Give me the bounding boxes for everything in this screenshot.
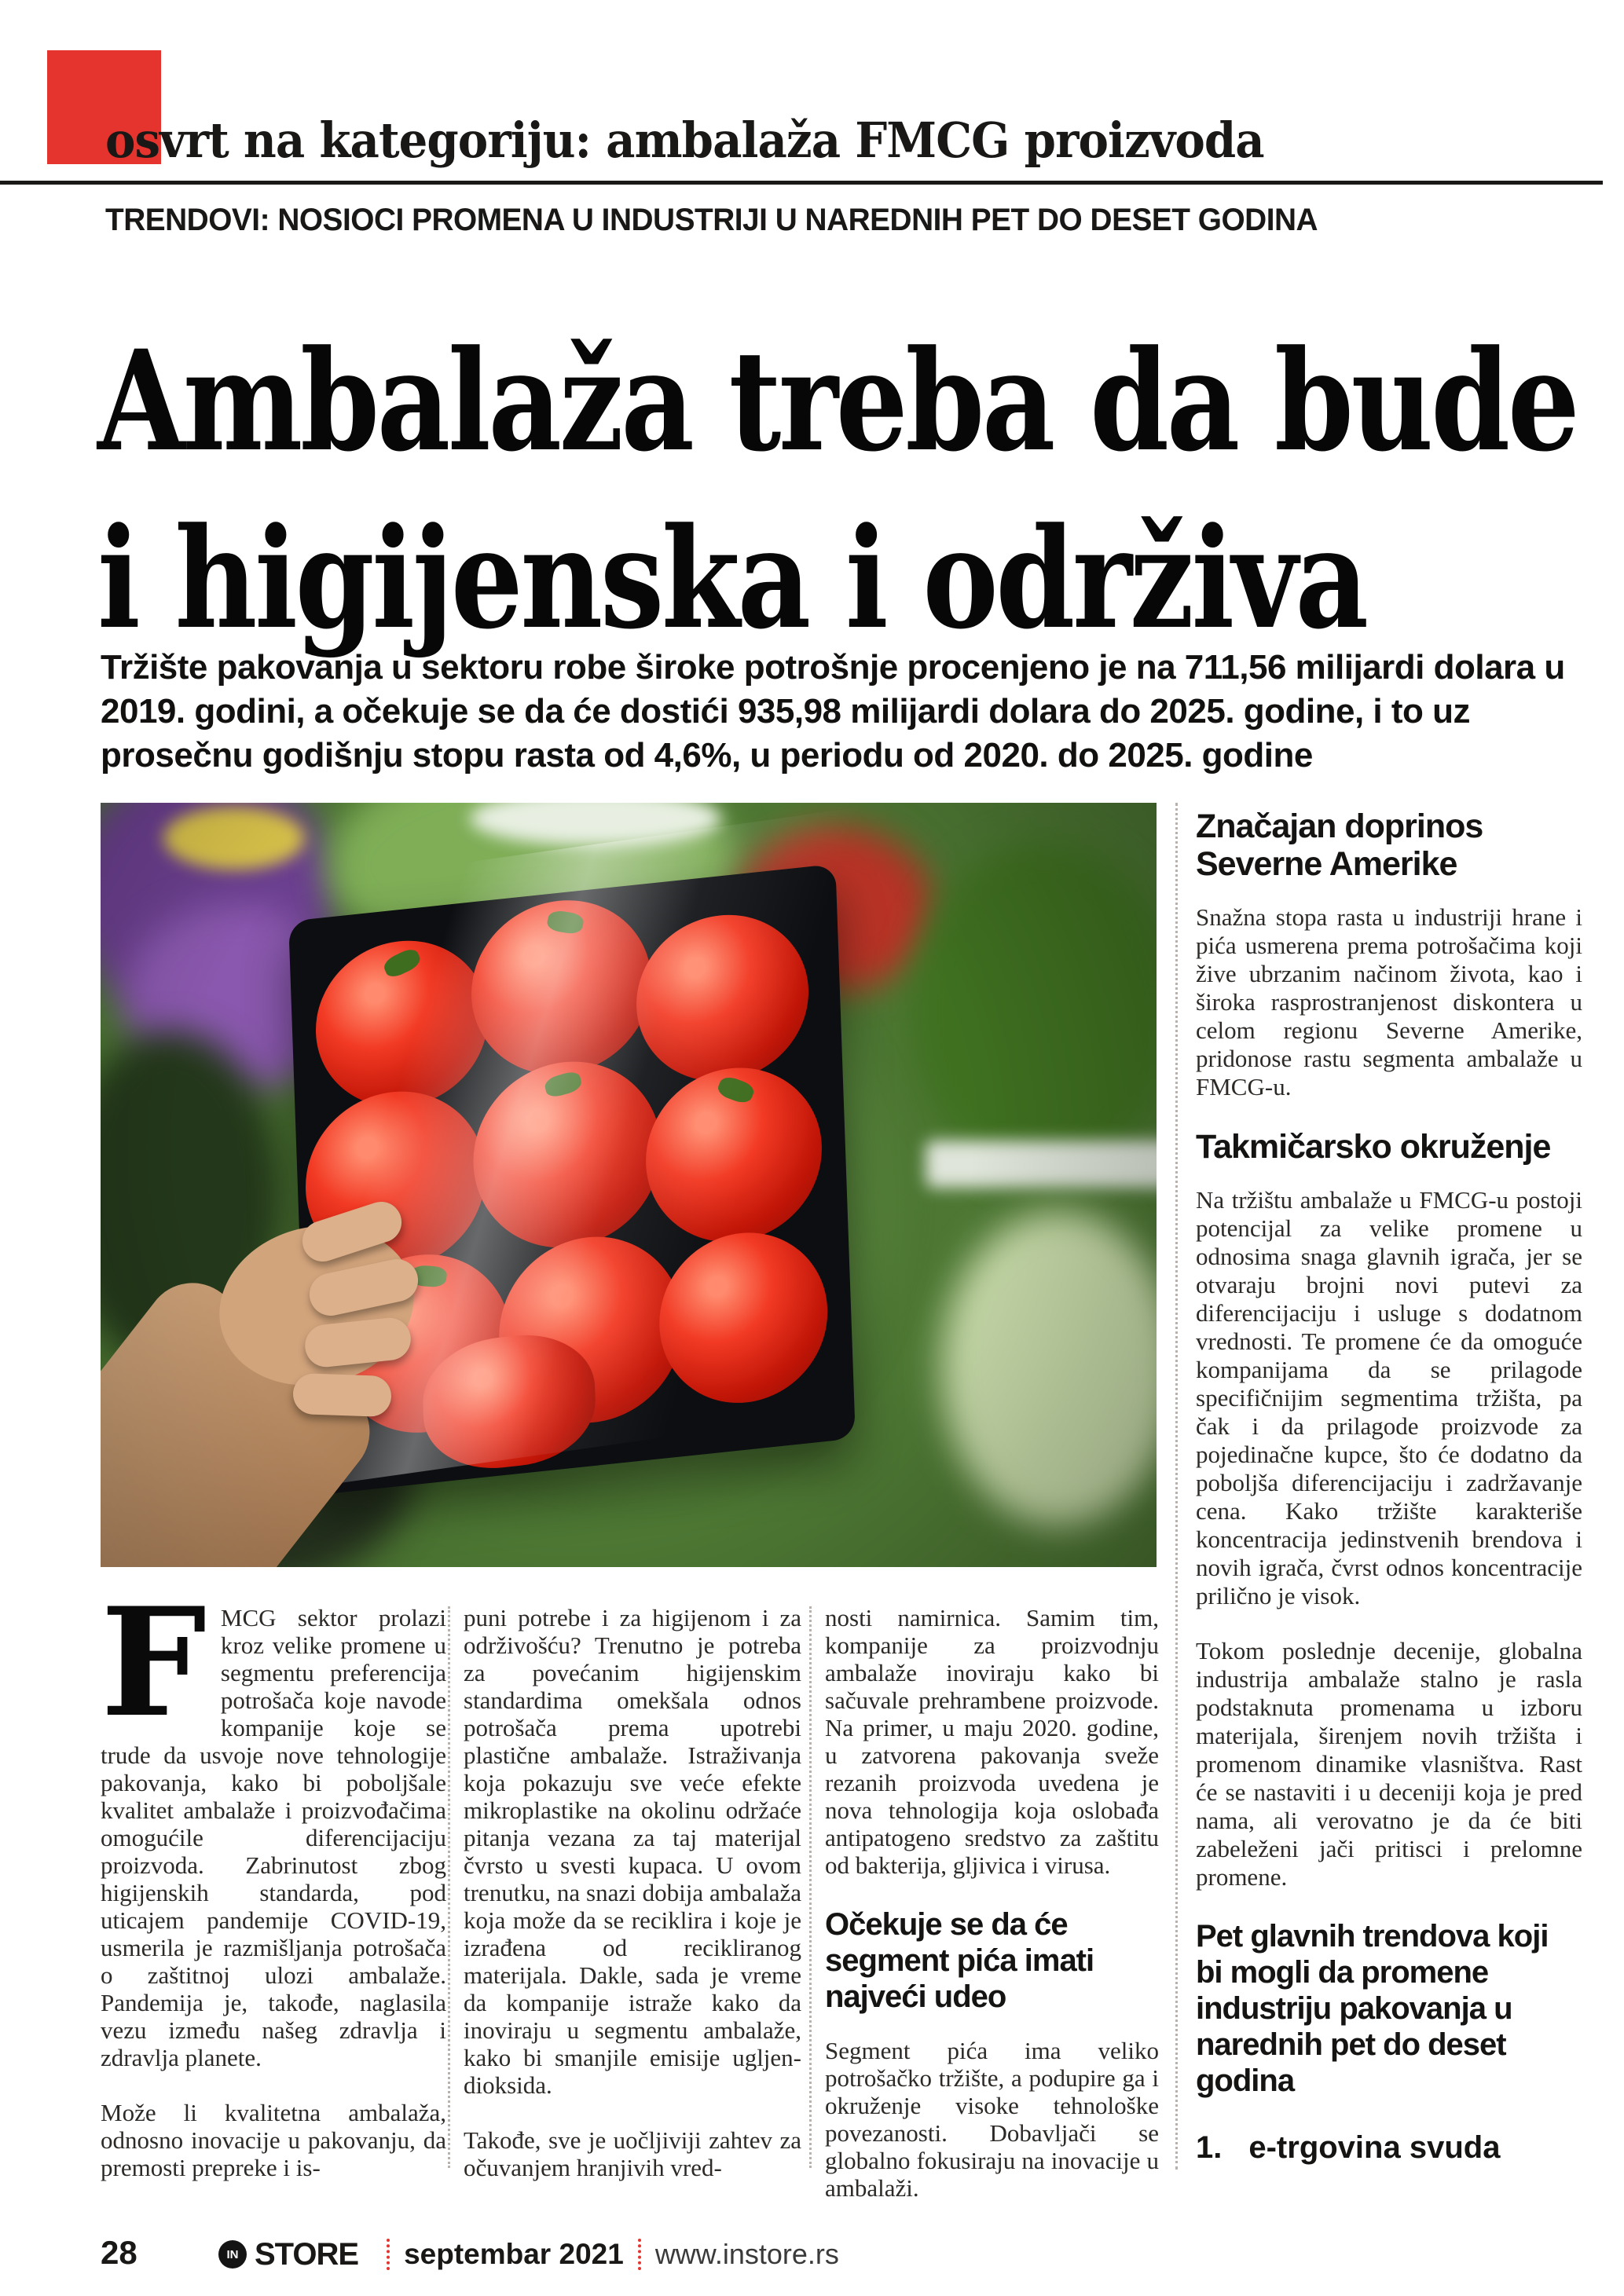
issue-date: septembar 2021 [404, 2238, 624, 2270]
sidebar-trends-heading: Pet glavnih trendova koji bi mogli da promene industriju pakovanja u narednih pet do deset godina [1196, 1919, 1549, 2098]
column1-paragraph1 [101, 1575, 446, 2071]
trend-subheader: TRENDOVI: NOSIOCI PROMENA U INDUSTRIJI U NAREDNIH PET DO DESET GODINA [105, 203, 1318, 237]
instore-logo-icon [218, 2240, 247, 2269]
headline-line1: Ambalaža treba da bude [97, 320, 1578, 482]
footer-separator-dots [387, 2239, 390, 2270]
footer-brand-group [218, 2231, 839, 2278]
sidebar [1196, 807, 1582, 2166]
headline-line2: i higijenska i održiva [97, 497, 1366, 660]
website-url: www.instore.rs [654, 2238, 839, 2270]
brand-name: STORE [255, 2236, 359, 2272]
divider-photo-sidebar [1175, 803, 1178, 2170]
category-header: osvrt na kategoriju: ambalaža FMCG proizvoda [105, 112, 1264, 169]
trend-item-label: e-trgovina svuda [1248, 2130, 1501, 2165]
trend-item-1 [1196, 2130, 1582, 2166]
column3-subheading: Očekuje se da će segment pića imati najveći udeo [825, 1907, 1094, 2014]
logo-text: IN [226, 2247, 239, 2261]
header-rule [0, 181, 1603, 185]
page-number: 28 [101, 2234, 137, 2271]
column2-paragraph2: Takođe, sve je uočljiviji zahtev za očuvanjem hranjivih vred- [464, 2126, 801, 2181]
body-column-3 [825, 1604, 1159, 2229]
column3-paragraph1: nosti namirnica. Samim tim, kompanije za proizvodnju ambalaže inoviraju kako bi sačuvale prehrambene proizvode. Na primer, u maju 2020. godine, u zatvorena pakovanja sveže rezanih proizvoda uvedena je nova tehnologija koja oslobađa antipatogeno sredstvo za zaštitu od bakterija, gljivica i virusa. [825, 1604, 1159, 1879]
trend-item-number: 1. [1196, 2130, 1223, 2165]
column3-paragraph2: Segment pića ima veliko potrošačko tržište, a podupire ga i okruženje visoke tehnološke povezanosti. Dobavljači se globalno fokusiraju na inovacije u ambalaži. [825, 2037, 1159, 2202]
column1-paragraph2: Može li kvalitetna ambalaža, odnosno inovacije u pakovanju, da premosti prepreke i is- [101, 2099, 446, 2181]
sidebar-paragraph: Na tržištu ambalaže u FMCG-u postoji potencijal za velike promene u odnosima snaga glavnih igrača, jer se otvaraju brojni novi putevi za diferencijaciju i usluge s dodatnom vrednosti. Te promene će da omoguće kompanijama da se prilagode specifičnijim segmentima tržišta, pa čak i da prilagode proizvode za pojedinačne kupce, što će dodatno da poboljša diferencijaciju i zadržavanje cena. Kako tržište karakteriše koncentracija jedinstvenih brendova i novih igrača, čvrst odnos koncentracije prilično je visok. [1196, 1186, 1582, 1609]
footer-separator-dots [638, 2239, 641, 2270]
column2-paragraph1: puni potrebe i za higijenom i za održivošću? Trenutno je potreba za povećanim higijenskim standardima omekšala odnos potrošača prema upotrebi plastične ambalaže. Istraživanja koja pokazuju sve veće efekte mikroplastike na okolinu održaće pitanja vezana za taj materijal čvrsto u svesti kupaca. U ovom trenutku, na snazi dobija ambalaža koja može da se reciklira i koje je izrađena od recikliranog materijala. Dakle, sada je vreme da kompanije istraže kako da inoviraju u segmentu ambalaže, kako bi smanjile emisije ugljen-dioksida. [464, 1604, 801, 2099]
drop-cap: F [101, 1575, 207, 1750]
photo-vignette [101, 803, 1157, 1567]
article-photo [101, 803, 1157, 1567]
sidebar-paragraph: Tokom poslednje decenije, globalna industrija ambalaže stalno je rasla podstaknuta promenama u izboru materijala, širenjem novih tržišta i promenom dinamike vlasništva. Rast će se nastaviti i u deceniji koja je pred nama, ali verovatno je da će biti zabeleženi jači pritisci i prelomne promene. [1196, 1637, 1582, 1891]
article-headline [97, 313, 1579, 668]
sidebar-paragraph: Snažna stopa rasta u industriji hrane i pića usmerena prema potrošačima koji žive ubrzanim načinom života, kao i široka rasprostranjenost diskontera u celom regionu Severne Amerike, pridonose rastu segmenta ambalaže u FMCG-u. [1196, 903, 1582, 1100]
page-footer [101, 2231, 1279, 2278]
body-column-1 [101, 1575, 446, 2209]
column1-text: MCG sektor prolazi kroz velike promene u segmentu preferencija potrošača koje navode kompanije koje se trude da usvoje nove tehnologije pakovanja, kako bi poboljšale kvalitet ambalaže i proizvođačima omogućile diferencijaciju proizvoda. Zabrinutost zbog higijenskih standarda, pod uticajem pandemije COVID-19, usmerila je razmišljanja potrošača o zaštitnoj ulozi ambalaže. Pandemija je, takođe, naglasila vezu između našeg zdravlja i zdravlja planete. [101, 1604, 446, 2071]
sidebar-heading-north-america: Značajan doprinos Severne Amerike [1196, 807, 1483, 883]
body-column-2 [464, 1604, 801, 2209]
lead-paragraph: Tržište pakovanja u sektoru robe široke potrošnje procenjeno je na 711,56 milijardi dolara u 2019. godini, a očekuje se da će dostići 935,98 milijardi dolara do 2025. godine, i to uz prosečnu godišnju stopu rasta od 4,6%, u periodu od 2020. do 2025. godine [101, 648, 1565, 774]
divider-col1-col2 [448, 1606, 450, 2168]
sidebar-heading-competitive: Takmičarsko okruženje [1196, 1128, 1551, 1166]
divider-col2-col3 [809, 1606, 812, 2168]
